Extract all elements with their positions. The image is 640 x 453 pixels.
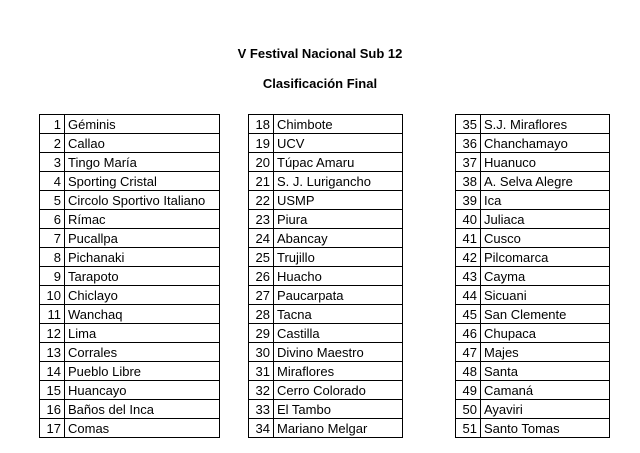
team-cell: Huanuco <box>481 153 610 172</box>
team-cell: Cusco <box>481 229 610 248</box>
team-cell: Circolo Sportivo Italiano <box>65 191 220 210</box>
rank-cell: 43 <box>456 267 481 286</box>
table-row <box>456 362 610 381</box>
rank-cell: 32 <box>249 381 274 400</box>
team-cell: Paucarpata <box>274 286 403 305</box>
rank-cell: 15 <box>40 381 65 400</box>
team-cell: Cayma <box>481 267 610 286</box>
team-cell: Chupaca <box>481 324 610 343</box>
ranking-table-1 <box>39 114 220 438</box>
table-row <box>249 210 403 229</box>
table-row <box>40 324 220 343</box>
rank-cell: 28 <box>249 305 274 324</box>
rank-cell: 44 <box>456 286 481 305</box>
team-cell: Majes <box>481 343 610 362</box>
team-cell: Comas <box>65 419 220 438</box>
rank-cell: 30 <box>249 343 274 362</box>
table-row <box>456 381 610 400</box>
rank-cell: 31 <box>249 362 274 381</box>
team-cell: Juliaca <box>481 210 610 229</box>
rank-cell: 4 <box>40 172 65 191</box>
rank-cell: 11 <box>40 305 65 324</box>
team-cell: Ayaviri <box>481 400 610 419</box>
table-row <box>40 210 220 229</box>
table-row <box>456 305 610 324</box>
team-cell: Lima <box>65 324 220 343</box>
rank-cell: 42 <box>456 248 481 267</box>
table-row <box>249 172 403 191</box>
table-row <box>249 267 403 286</box>
table-row <box>249 419 403 438</box>
rank-cell: 33 <box>249 400 274 419</box>
table-row <box>40 248 220 267</box>
rank-cell: 3 <box>40 153 65 172</box>
table-row <box>456 191 610 210</box>
table-row <box>456 229 610 248</box>
rank-cell: 16 <box>40 400 65 419</box>
table-row <box>249 286 403 305</box>
table-row <box>40 343 220 362</box>
table-row <box>456 153 610 172</box>
rank-cell: 14 <box>40 362 65 381</box>
team-cell: Tarapoto <box>65 267 220 286</box>
team-cell: Rímac <box>65 210 220 229</box>
team-cell: Chimbote <box>274 115 403 134</box>
rank-cell: 1 <box>40 115 65 134</box>
ranking-table-2 <box>248 114 403 438</box>
team-cell: Santa <box>481 362 610 381</box>
table-row <box>456 134 610 153</box>
team-cell: Callao <box>65 134 220 153</box>
team-cell: Chiclayo <box>65 286 220 305</box>
team-cell: Géminis <box>65 115 220 134</box>
table-row <box>249 324 403 343</box>
team-cell: Pucallpa <box>65 229 220 248</box>
team-cell: Piura <box>274 210 403 229</box>
team-cell: Pilcomarca <box>481 248 610 267</box>
table-row <box>40 115 220 134</box>
rank-cell: 23 <box>249 210 274 229</box>
team-cell: Abancay <box>274 229 403 248</box>
table-row <box>40 419 220 438</box>
team-cell: Divino Maestro <box>274 343 403 362</box>
rank-cell: 50 <box>456 400 481 419</box>
table-row <box>249 381 403 400</box>
rank-cell: 39 <box>456 191 481 210</box>
rank-cell: 41 <box>456 229 481 248</box>
rank-cell: 47 <box>456 343 481 362</box>
rank-cell: 36 <box>456 134 481 153</box>
table-row <box>456 172 610 191</box>
rank-cell: 38 <box>456 172 481 191</box>
table-row <box>249 362 403 381</box>
rank-cell: 48 <box>456 362 481 381</box>
table-row <box>249 191 403 210</box>
table-row <box>40 381 220 400</box>
table-row <box>456 210 610 229</box>
table-row <box>40 267 220 286</box>
rank-cell: 5 <box>40 191 65 210</box>
team-cell: S. J. Lurigancho <box>274 172 403 191</box>
table-row <box>249 153 403 172</box>
rank-cell: 46 <box>456 324 481 343</box>
team-cell: Sporting Cristal <box>65 172 220 191</box>
rank-cell: 20 <box>249 153 274 172</box>
table-row <box>40 172 220 191</box>
rank-cell: 21 <box>249 172 274 191</box>
table-row <box>249 248 403 267</box>
team-cell: Baños del Inca <box>65 400 220 419</box>
team-cell: S.J. Miraflores <box>481 115 610 134</box>
team-cell: Trujillo <box>274 248 403 267</box>
table-row <box>40 286 220 305</box>
rank-cell: 35 <box>456 115 481 134</box>
table-row <box>456 324 610 343</box>
team-cell: El Tambo <box>274 400 403 419</box>
table-row <box>249 134 403 153</box>
table-row <box>249 229 403 248</box>
rank-cell: 40 <box>456 210 481 229</box>
team-cell: UCV <box>274 134 403 153</box>
rank-cell: 7 <box>40 229 65 248</box>
rank-cell: 17 <box>40 419 65 438</box>
team-cell: Tacna <box>274 305 403 324</box>
team-cell: Huacho <box>274 267 403 286</box>
rank-cell: 6 <box>40 210 65 229</box>
rank-cell: 19 <box>249 134 274 153</box>
rank-cell: 13 <box>40 343 65 362</box>
team-cell: Corrales <box>65 343 220 362</box>
rank-cell: 37 <box>456 153 481 172</box>
table-row <box>249 400 403 419</box>
team-cell: Mariano Melgar <box>274 419 403 438</box>
table-row <box>456 400 610 419</box>
rank-cell: 24 <box>249 229 274 248</box>
rank-cell: 10 <box>40 286 65 305</box>
team-cell: Camaná <box>481 381 610 400</box>
team-cell: Cerro Colorado <box>274 381 403 400</box>
team-cell: A. Selva Alegre <box>481 172 610 191</box>
rank-cell: 9 <box>40 267 65 286</box>
table-row <box>456 248 610 267</box>
team-cell: Castilla <box>274 324 403 343</box>
rank-cell: 45 <box>456 305 481 324</box>
rank-cell: 22 <box>249 191 274 210</box>
team-cell: San Clemente <box>481 305 610 324</box>
rank-cell: 26 <box>249 267 274 286</box>
rank-cell: 12 <box>40 324 65 343</box>
document-title: V Festival Nacional Sub 12 <box>237 46 403 61</box>
rank-cell: 49 <box>456 381 481 400</box>
team-cell: Chanchamayo <box>481 134 610 153</box>
rank-cell: 51 <box>456 419 481 438</box>
ranking-table-3 <box>455 114 610 438</box>
rank-cell: 25 <box>249 248 274 267</box>
table-row <box>40 134 220 153</box>
team-cell: USMP <box>274 191 403 210</box>
table-row <box>456 419 610 438</box>
document-subtitle: Clasificación Final <box>262 76 378 91</box>
rank-cell: 34 <box>249 419 274 438</box>
table-row <box>40 362 220 381</box>
team-cell: Miraflores <box>274 362 403 381</box>
rank-cell: 2 <box>40 134 65 153</box>
rank-cell: 27 <box>249 286 274 305</box>
team-cell: Tingo María <box>65 153 220 172</box>
table-row <box>40 400 220 419</box>
table-row <box>40 191 220 210</box>
table-row <box>249 115 403 134</box>
table-row <box>456 286 610 305</box>
table-row <box>456 267 610 286</box>
team-cell: Pueblo Libre <box>65 362 220 381</box>
rank-cell: 8 <box>40 248 65 267</box>
team-cell: Santo Tomas <box>481 419 610 438</box>
team-cell: Sicuani <box>481 286 610 305</box>
table-row <box>456 343 610 362</box>
team-cell: Wanchaq <box>65 305 220 324</box>
table-row <box>40 153 220 172</box>
table-row <box>456 115 610 134</box>
team-cell: Ica <box>481 191 610 210</box>
table-row <box>249 343 403 362</box>
table-row <box>249 305 403 324</box>
rank-cell: 29 <box>249 324 274 343</box>
table-row <box>40 305 220 324</box>
table-row <box>40 229 220 248</box>
rank-cell: 18 <box>249 115 274 134</box>
team-cell: Pichanaki <box>65 248 220 267</box>
team-cell: Túpac Amaru <box>274 153 403 172</box>
team-cell: Huancayo <box>65 381 220 400</box>
